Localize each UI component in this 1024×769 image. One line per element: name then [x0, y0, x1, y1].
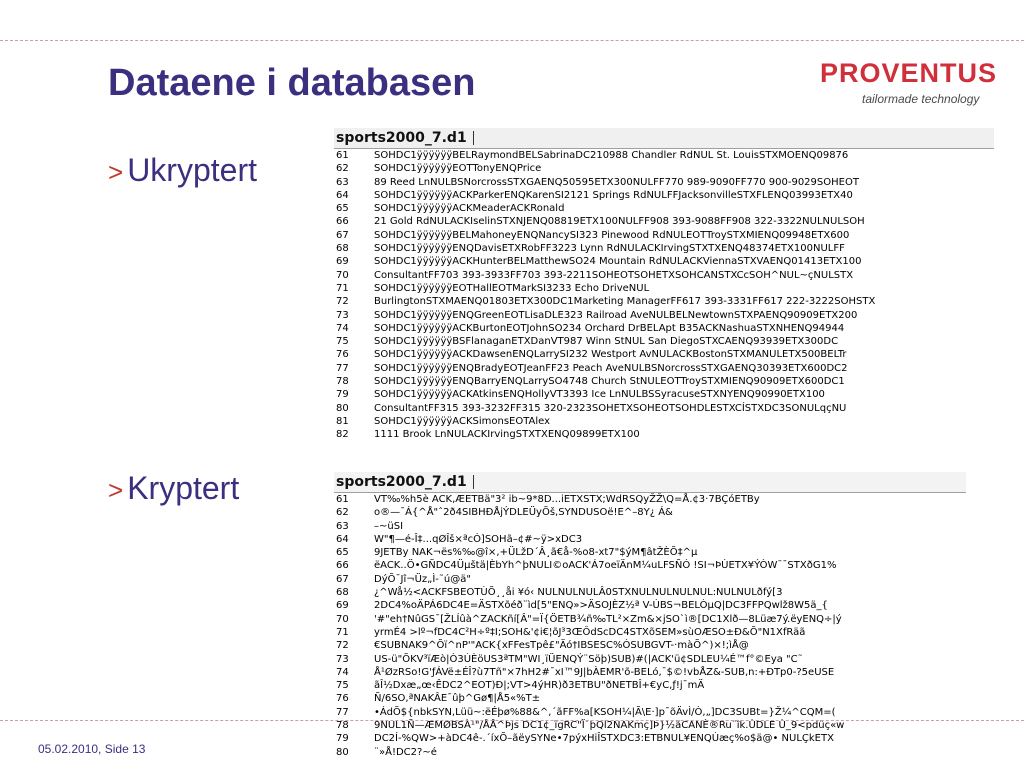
data-line — [334, 162, 994, 175]
proventus-logo — [820, 58, 998, 108]
line-number: 78 — [336, 376, 349, 388]
bullet-marker: > — [108, 475, 124, 505]
data-line — [334, 613, 966, 626]
line-number: 64 — [336, 533, 349, 545]
line-text: DC2Í-%QW>+àDC4ê-.´íxÕ–ãëySYNe•7pýxHiÎSTXDC3:ETBNUL¥ENQÚæç%o$ä@• NULÇkETX — [374, 733, 834, 745]
bullet-label: Kryptert — [127, 470, 240, 506]
line-number: 71 — [336, 626, 349, 638]
viewer-content[interactable] — [334, 493, 966, 769]
line-text: '#"eh†NûGS¯[ŽLÍûà^ZACKñí[Â"=Ï{ÖETB¾ñ‰TL²×Zm&×jSO`ì®[DC1Xlð—8Lüæ7ý.ëyENQ÷|ý — [374, 613, 842, 625]
line-number: 70 — [336, 613, 349, 625]
data-line — [334, 202, 994, 215]
line-number: 79 — [336, 389, 349, 401]
line-number: 77 — [336, 706, 349, 718]
line-number: 78 — [336, 720, 349, 732]
line-number: 61 — [336, 494, 349, 505]
data-line — [334, 415, 994, 428]
data-line — [334, 719, 966, 732]
data-line — [334, 375, 994, 388]
data-line — [334, 282, 994, 295]
line-number: 69 — [336, 600, 349, 612]
line-text: 21 Gold RdNULACKIselinSTXNJENQ08819ETX100NULFF908 393-9088FF908 322-3322NULNULSOH — [374, 216, 865, 228]
data-line — [334, 626, 966, 639]
line-text: SOHDC1ÿÿÿÿÿÿBELRaymondBELSabrinaDC210988 Chandler RdNUL St. LouisSTXMOENQ09876 — [374, 150, 849, 161]
line-number: 75 — [336, 680, 349, 692]
line-number: 65 — [336, 547, 349, 559]
data-line — [334, 520, 966, 533]
line-number: 74 — [336, 322, 349, 334]
data-line — [334, 348, 994, 361]
line-text: 9JETBy NAK¬ës%‰@î×,+ÜLžD´Â¸ã€å-%o8-xt7"$ýM¶âtŽÈÕ‡^µ — [374, 547, 698, 559]
line-text: BurlingtonSTXMAENQ01803ETX300DC1Marketing ManagerFF617 393-3331FF617 222-3222SOHSTX — [374, 296, 876, 308]
line-text: ëACK..Ö•GÑDC4Üµštä|ÈbYh^þNULI©oACK'Á7oeïÄnM¼uLFSÑÓ !SI¬ÞÙETX¥ÝÒW¯¯STXðG1% — [374, 560, 837, 572]
data-line — [334, 388, 994, 401]
line-number: 67 — [336, 229, 349, 241]
line-text: yrmÉ4 >lº¬fDC4C²H÷º‡I;SOH&'¢i€¦õJ³3ŒÔdScDC4STXõSEM»sùOÆSO±Ð&Õ"N1XfRäã — [374, 626, 806, 638]
line-text: Å¹ØzRSo!G'ƒÁVë±ÉÎ?ù7Tñ"×7hH2#¯xI™9J|bÀEMR'õ-BELó,¯$©!vbÅZ&-SUB,n:+ÐTp0-?5eUSE — [374, 666, 835, 678]
line-number: 72 — [336, 296, 349, 308]
data-line — [334, 732, 966, 745]
line-number: 76 — [336, 693, 349, 705]
bullet-kryptert — [108, 470, 239, 507]
data-line — [334, 679, 966, 692]
viewer-tab[interactable] — [334, 472, 966, 493]
line-text: SOHDC1ÿÿÿÿÿÿENQGreenEOTLisaDLE323 Railroad AveNULBELNewtownSTXPAENQ90909ETX200 — [374, 309, 858, 321]
line-text: o®—¯Á{^Å"ˆ2ð4SIBHÐÅjÝDLEÜyÕš,SYNDUSOë!E^–8Y¿ Á& — [374, 507, 673, 519]
line-number: 72 — [336, 640, 349, 652]
line-text: ãÎ½Dxæ„œ‹ÊDC2^EOT)Ð|;VT>4ýHR)ð3ETBU"ðNETBÎ+€yC,ƒ!j¯mÄ — [374, 680, 705, 692]
line-number: 65 — [336, 203, 349, 215]
data-line — [334, 533, 966, 546]
viewer-filename: sports2000_7.d1 — [336, 474, 467, 490]
line-text: 2DC4%oÄPÁ6DC4E=ÄSTXõéð¨ìd[5"ENQ»>ÄSOJÈZ½ª V-ÚBS¬BELÒµQ|DC3FFPQwlž8W5ä_{ — [374, 600, 828, 612]
line-text: SOHDC1ÿÿÿÿÿÿACKMeaderACKRonald — [374, 203, 565, 215]
line-number: 73 — [336, 309, 349, 321]
line-text: DýÕ¯Jî¬Üz„Ì-˜ú@ä" — [374, 573, 471, 585]
page-title: Dataene i databasen — [108, 62, 476, 104]
data-line — [334, 546, 966, 559]
line-number: 66 — [336, 216, 349, 228]
line-text: US-ü"ÕKV³ïÆò|Ò3ÚÈöUS3ªTM"WI¸ïÜENQÝ¨Söþ)SUB)#(|ACK'ü¢SDLEU¼É™f°©Eya "C˜ — [374, 653, 803, 665]
line-number: 70 — [336, 269, 349, 281]
data-line — [334, 362, 994, 375]
line-text: SOHDC1ÿÿÿÿÿÿBELMahoneyENQNancySI323 Pinewood RdNULEOTTroySTXMIENQ09948ETX600 — [374, 229, 850, 241]
top-divider — [0, 40, 1024, 41]
line-text: 9NUL1Ñ—ÆMØBSÀ¹"/ÅÅ^Þjs DC1¢_ïgRC"Ï`þQl2NAKmç]Þ}½ãCANÈ®Ru¨îk.ÙDLE Ù_9<pdüç«w — [374, 720, 845, 732]
line-text: €SUBNAK9^Õï^nP'"ACK{xFFesTpê£"Äó†IBSESC%ÓSUBGVT-·màÕ^)×!;ìÅ@ — [374, 640, 749, 652]
line-number: 69 — [336, 256, 349, 268]
line-number: 64 — [336, 189, 349, 201]
bullet-ukryptert — [108, 152, 257, 189]
data-line — [334, 559, 966, 572]
line-text: SOHDC1ÿÿÿÿÿÿACKSimonsEOTAlex — [374, 415, 551, 427]
data-line — [334, 653, 966, 666]
line-number: 66 — [336, 560, 349, 572]
text-cursor — [473, 475, 474, 489]
viewer-tab[interactable] — [334, 128, 994, 149]
data-line — [334, 746, 966, 759]
line-number: 81 — [336, 415, 349, 427]
data-line — [334, 309, 994, 322]
data-line — [334, 493, 966, 506]
data-line — [334, 255, 994, 268]
line-text: SOHDC1ÿÿÿÿÿÿBSFlanaganETXDanVT987 Winn StNUL San DiegoSTXCAENQ93939ETX300DC — [374, 336, 839, 348]
line-number: 75 — [336, 336, 349, 348]
line-number: 82 — [336, 429, 349, 441]
data-line — [334, 599, 966, 612]
data-line — [334, 666, 966, 679]
line-number: 63 — [336, 176, 349, 188]
line-number: 67 — [336, 573, 349, 585]
line-number: 63 — [336, 520, 349, 532]
data-line — [334, 189, 994, 202]
plain-data-viewer — [334, 128, 994, 458]
line-text: SOHDC1ÿÿÿÿÿÿACKAtkinsENQHollyVT3393 Ice LnNULBSSyracuseSTXNYENQ90990ETX100 — [374, 389, 825, 401]
line-number: 73 — [336, 653, 349, 665]
line-text: ConsultantFF315 393-3232FF315 320-2323SOHETXSOHEOTSOHDLESTXCÍSTXDC3SONULqçNU — [374, 402, 847, 414]
line-text: SOHDC1ÿÿÿÿÿÿEOTTonyENQPrice — [374, 163, 542, 175]
line-text: SOHDC1ÿÿÿÿÿÿENQBradyEOTJeanFF23 Peach AveNULBSNorcrossSTXGAENQ30393ETX600DC2 — [374, 362, 848, 374]
line-number: 80 — [336, 402, 349, 414]
encrypted-data-viewer — [334, 472, 966, 768]
line-text: VT‰%h5è ACK,ÆETBä"3² ib~9*8D...iETXSTX;WdRSQyŽŽ\Q=Å.¢3·7BÇóETBy — [374, 494, 760, 505]
line-text: SOHDC1ÿÿÿÿÿÿENQBarryENQLarrySO4748 Church StNULEOTTroySTXMIENQ90909ETX600DC1 — [374, 376, 845, 388]
line-number: 79 — [336, 733, 349, 745]
text-cursor — [473, 131, 474, 145]
slide-footer: 05.02.2010, Side 13 — [38, 742, 146, 756]
data-line — [334, 402, 994, 415]
line-text: 89 Reed LnNULBSNorcrossSTXGAENQ50595ETX300NULFF770 989-9090FF770 900-9029SOHEOT — [374, 176, 859, 188]
line-number: 71 — [336, 282, 349, 294]
data-line — [334, 295, 994, 308]
line-text: ¿^Wå½<ACKFSBEOTÙÕ¸¸åi ¥ó‹ NULNULNULÂ0STXNULNULNULNUL:NULNULðfý[3 — [374, 587, 783, 599]
line-text: SOHDC1ÿÿÿÿÿÿACKParkerENQKarenSI2121 Springs RdNULFFJacksonvilleSTXFLENQ03993ETX40 — [374, 189, 853, 201]
line-number: 76 — [336, 349, 349, 361]
line-text: 1111 Brook LnNULACKIrvingSTXTXENQ09899ETX100 — [374, 429, 640, 441]
line-number: 77 — [336, 362, 349, 374]
line-number: 62 — [336, 507, 349, 519]
line-text: –~üSI — [374, 520, 404, 532]
line-text: W"¶—é-Î‡...qØÎš×ªcÓ]SOHã–¢#~ÿ>xDC3 — [374, 533, 583, 545]
logo-wordmark: PROVENTUS — [820, 58, 998, 88]
bullet-label: Ukryptert — [127, 152, 257, 188]
line-number: 61 — [336, 150, 349, 161]
viewer-filename: sports2000_7.d1 — [336, 130, 467, 146]
bullet-marker: > — [108, 157, 124, 187]
logo-tagline: tailormade technology — [862, 92, 980, 106]
line-text: SOHDC1ÿÿÿÿÿÿENQDavisETXRobFF3223 Lynn RdNULACKIrvingSTXTXENQ48374ETX100NULFF — [374, 243, 845, 255]
data-line — [334, 322, 994, 335]
data-line — [334, 215, 994, 228]
data-line — [334, 586, 966, 599]
viewer-content[interactable] — [334, 149, 994, 459]
line-text: •ÁdÕ${nbkSYN,Lüü~:ëÉþø%88&^,´ãFF%a[KSOH¼|Ã\E·]p¯õÄvÌ/Ò,„]DC3SUBt=}Ž¼^CQM=( — [374, 706, 836, 718]
line-text: ConsultantFF703 393-3933FF703 393-2211SOHEOTSOHETXSOHCANSTXCcSOH^NUL~çNULSTX — [374, 269, 854, 281]
data-line — [334, 335, 994, 348]
data-line — [334, 149, 994, 162]
data-line — [334, 242, 994, 255]
data-line — [334, 428, 994, 441]
line-number: 74 — [336, 666, 349, 678]
line-number: 80 — [336, 746, 349, 758]
line-text: SOHDC1ÿÿÿÿÿÿACKBurtonEOTJohnSO234 Orchard DrBELApt B35ACKNashuaSTXNHENQ94944 — [374, 322, 845, 334]
bottom-divider — [0, 720, 1024, 721]
line-text: SOHDC1ÿÿÿÿÿÿACKHunterBELMatthewSO24 Mountain RdNULACKViennaSTXVAENQ01413ETX100 — [374, 256, 862, 268]
line-number: 62 — [336, 163, 349, 175]
data-line — [334, 506, 966, 519]
line-number: 68 — [336, 243, 349, 255]
data-line — [334, 573, 966, 586]
data-line — [334, 706, 966, 719]
line-text: SOHDC1ÿÿÿÿÿÿACKDawsenENQLarrySI232 Westport AvNULACKBostonSTXMANULETX500BELTr — [374, 349, 847, 361]
data-line — [334, 229, 994, 242]
data-line — [334, 692, 966, 705]
data-line — [334, 176, 994, 189]
data-line — [334, 269, 994, 282]
line-text: Ñ/6SO,ªNAKÂE¯ûþ^Gø¶|Å5«%T± — [374, 693, 541, 705]
line-text: SOHDC1ÿÿÿÿÿÿEOTHallEOTMarkSI3233 Echo DriveNUL — [374, 282, 650, 294]
data-line — [334, 639, 966, 652]
line-text: ¨»Å!DC2?~é — [374, 746, 437, 758]
line-number: 68 — [336, 587, 349, 599]
